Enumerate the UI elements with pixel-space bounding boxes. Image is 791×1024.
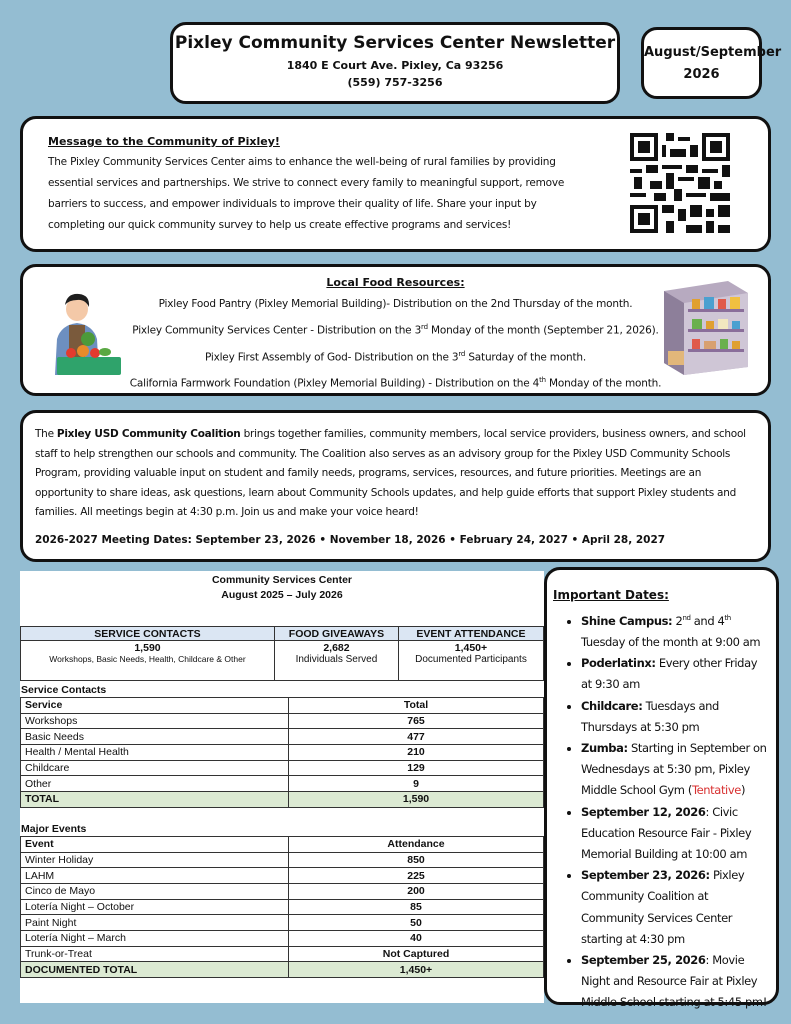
list-item: • September 25, 2026: Movie Night and Resource Fair at Pixley Middle School starting at 5:45 pm! — [581, 950, 768, 1014]
important-dates — [544, 567, 779, 1010]
list-item: • Childcare: Tuesdays and Thursdays at 5:30 pm — [581, 696, 768, 738]
report-period: August 2025 – July 2026 — [221, 589, 343, 601]
issue-year: 2026 — [683, 67, 720, 82]
table-row: Trunk-or-Treat Not Captured — [21, 946, 544, 962]
service-contacts-title: Service Contacts — [21, 684, 107, 696]
volunteer-with-produce-icon — [39, 287, 123, 379]
table-row: Basic Needs 477 — [21, 729, 544, 745]
newsletter-header — [170, 22, 620, 104]
table-row: Paint Night 50 — [21, 915, 544, 931]
food-line-2: Pixley Community Services Center - Distribution on the 3rd Monday of the month (September 21, 2026). — [132, 323, 659, 337]
coalition-name: Pixley USD Community Coalition — [56, 428, 241, 440]
table-row: Workshops 765 — [21, 713, 544, 729]
coalition-meeting-dates: 2026-2027 Meeting Dates: September 23, 2026 • November 18, 2026 • February 24, 2027 • April 28, 2027 — [35, 533, 666, 546]
message-heading: Message to the Community of Pixley! — [48, 135, 280, 148]
list-item: • Shine Campus: 2nd and 4th Tuesday of the month at 9:00 am — [581, 608, 768, 653]
important-dates-heading: Important Dates: — [553, 588, 669, 602]
table-row: Lotería Night – March 40 — [21, 930, 544, 946]
summary-header: EVENT ATTENDANCE — [398, 627, 543, 641]
food-heading: Local Food Resources: — [326, 276, 465, 289]
table-row: Health / Mental Health 210 — [21, 745, 544, 761]
issue-month: August/September — [644, 45, 782, 60]
summary-table — [20, 626, 544, 681]
service-contacts-table: Service Total Workshops 765 Basic Needs 477 Health / Mental Health 210 Childcare 129 Other 9 TOTAL 1,590 — [20, 697, 544, 808]
newsletter-title: Pixley Community Services Center Newsletter — [174, 33, 616, 53]
coalition-section — [20, 410, 771, 562]
major-events-table: Event Attendance Winter Holiday 850 LAHM 225 Cinco de Mayo 200 Lotería Night – October 85 Paint Night 50 Lotería Night – March 40 Trunk-or-Treat Not Captured DOCUMENTED TOTAL 1,450+ — [20, 836, 544, 978]
pantry-shelf-icon — [656, 279, 752, 375]
summary-header: SERVICE CONTACTS — [21, 627, 275, 641]
list-item: • September 23, 2026: Pixley Community Coalition at Community Services Center starting at 4:30 pm — [581, 865, 768, 950]
community-message — [20, 116, 771, 252]
table-row: Childcare 129 — [21, 760, 544, 776]
coalition-body: The Pixley USD Community Coalition brings together families, community members, local service providers, business owners, and school staff to help strengthen our schools and community. The Coalition also serves as an advisory group for the Pixley USD Community Schools Program, providing valuable input on student and family needs, programs, services, resources, and future priorities. Meetings are an opportunity to share ideas, ask questions, learn about Community Schools updates, and help guide efforts that support Pixley students and families. All meetings begin at 4:30 p.m. Join us and make your voice heard! — [35, 428, 746, 518]
phone: (559) 757-3256 — [347, 76, 443, 89]
address: 1840 E Court Ave. Pixley, Ca 93256 — [286, 59, 504, 72]
food-line-3: Pixley First Assembly of God- Distribution on the 3rd Saturday of the month. — [204, 349, 587, 363]
summary-header: FOOD GIVEAWAYS — [274, 627, 398, 641]
table-row: Cinco de Mayo 200 — [21, 883, 544, 899]
total-row: TOTAL 1,590 — [21, 792, 544, 808]
annual-report — [20, 571, 544, 1003]
qr-code-icon[interactable] — [630, 133, 730, 233]
list-item: • September 12, 2026: Civic Education Resource Fair - Pixley Memorial Building at 10:00 am — [581, 802, 768, 866]
message-body: The Pixley Community Services Center aims to enhance the well-being of rural families by providing essential services and partnerships. We strive to connect every family to meaningful support, remove barriers to success, and empower individuals to improve their quality of life. Share your input by completing our quick community survey to help us create effective programs and services! — [48, 156, 565, 231]
table-row: Lotería Night – October 85 — [21, 899, 544, 915]
total-row: DOCUMENTED TOTAL 1,450+ — [21, 962, 544, 978]
table-row: LAHM 225 — [21, 868, 544, 884]
table-row: Winter Holiday 850 — [21, 852, 544, 868]
summary-cell: 1,450+ Documented Participants — [398, 641, 543, 681]
food-resources — [20, 264, 771, 396]
table-row: Other 9 — [21, 776, 544, 792]
issue-date-box — [641, 27, 782, 99]
major-events-title: Major Events — [21, 822, 87, 835]
list-item: • Zumba: Starting in September on Wednesdays at 5:30 pm, Pixley Middle School Gym (Tentative) — [581, 738, 768, 802]
food-line-1: Pixley Food Pantry (Pixley Memorial Building)- Distribution on the 2nd Thursday of the month. — [158, 298, 633, 310]
report-title: Community Services Center — [211, 574, 353, 586]
summary-cell: 2,682 Individuals Served — [274, 641, 398, 681]
summary-cell: 1,590 Workshops, Basic Needs, Health, Childcare & Other — [21, 641, 275, 681]
list-item: • Poderlatinx: Every other Friday at 9:30 am — [581, 653, 768, 695]
food-line-4: California Farmwork Foundation (Pixley Memorial Building) - Distribution on the 4th Monday of the month. — [129, 376, 662, 390]
